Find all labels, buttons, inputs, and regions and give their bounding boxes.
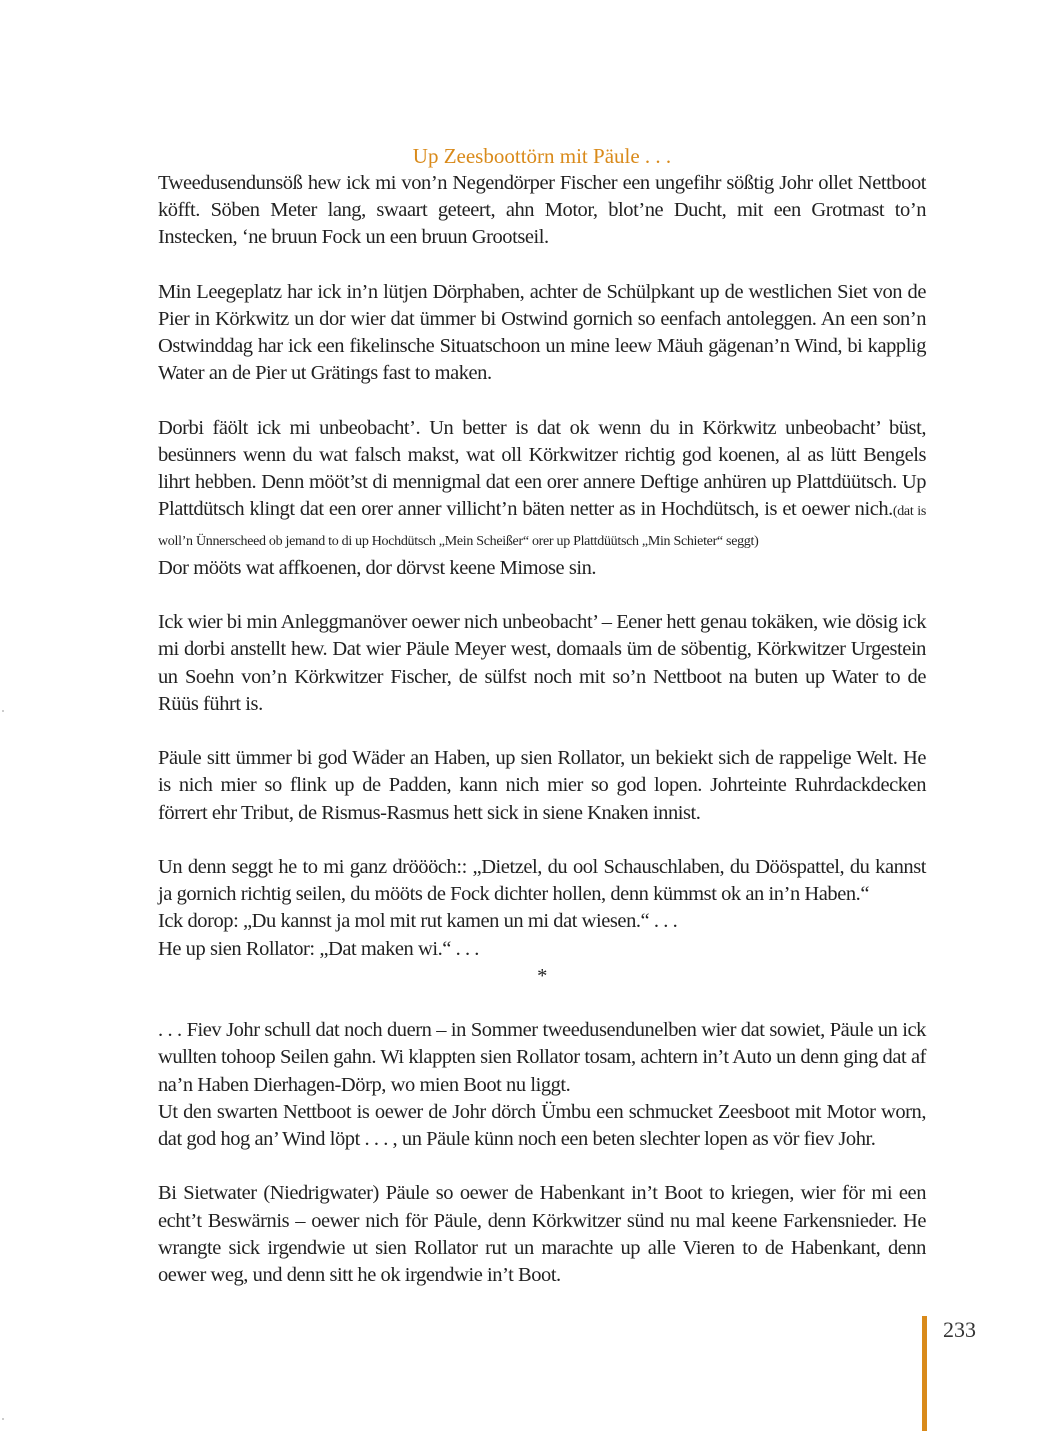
margin-mark (2, 1418, 4, 1420)
paragraph-3-main: Dorbi fäölt ick mi unbeobacht’. Un better is dat ok wenn du in Körkwitz unbeobacht’ büst, besünners wenn du wat falsch makst, wat oll Körkwitzer richtig god koenen, al as lütt Bengels lihrt hebben. Denn mööt’st di mennigmal dat een orer annere Deftige anhüren up Plattdüütsch. Up Plattdütsch klingt dat een orer anner villicht’n bäten netter as in Hochdütsch, is et oewer nich. (158, 416, 926, 521)
paragraph-5: Päule sitt ümmer bi god Wäder an Haben, up sien Rollator, un bekiekt sich de rappelige Welt. He is nich mier so flink up de Padden, kann nich mier so god lopen. Johrteinte Ruhrdackdecken förrert ehr Tribut, de Rismus-Rasmus hett sick in siene Knaken innist. (158, 747, 926, 824)
paragraph-4: Ick wier bi min Anleggmanöver oewer nich unbeobacht’ – Eener hett genau tokäken, wie dösig ick mi dorbi anstellt hew. Dat wier Päule Meyer west, domaals üm de söbentig, Körkwitzer Urgestein un Soehn von’n Körkwitzer Fischer, de sülfst noch mit so’n Nettboot na buten up Water to de Rüüs führt is. (158, 611, 926, 715)
paragraph-6-line-2: Ick dorop: „Du kannst ja mol mit rut kamen un mi dat wiesen.“ . . . (158, 910, 678, 933)
paragraph-1: Tweedusendunsöß hew ick mi von’n Negendörper Fischer een ungefihr sößtig Johr ollet Nettboot köfft. Söben Meter lang, swaart geteert, ahn Motor, blot’ne Ducht, mit een Grotmast to’n Instecken, ‘ne bruun Fock un een bruun Grootseil. (158, 172, 926, 249)
margin-mark (2, 710, 4, 712)
page-number-rule (922, 1316, 927, 1431)
paragraph-9: Bi Sietwater (Niedrigwater) Päule so oewer de Habenkant in’t Boot to kriegen, wier för mi een echt’t Beswärnis – oewer nich för Päule, denn Körkwitzer sünd nu mal keene Farkensnieder. He wrangte sick irgendwie ut sien Rollator rut un marachte up alle Vieren to de Habenkant, denn oewer weg, und denn sitt he ok irgendwie in’t Boot. (158, 1182, 926, 1287)
paragraph-6-line-1: Un denn seggt he to mi ganz dröööch:: „Dietzel, du ool Schauschlaben, du Dööspattel, du kannst ja gornich richtig seilen, du mööts de Fock dichter hollen, denn kümmst ok an in’n Haben.“ (158, 856, 926, 906)
paragraph-3-aside: (dat is woll’n Ünnerscheed ob jemand to di up Hochdütsch „Mein Scheißer“ orer up Plattdüütsch „Min Schieter“ seggt) (158, 504, 926, 549)
chapter-title: Up Zeesboottörn mit Päule . . . (412, 144, 672, 168)
page-number: 233 (943, 1317, 976, 1342)
paragraph-6-line-3: He up sien Rollator: „Dat maken wi.“ . . . (158, 937, 479, 960)
section-separator: * (537, 964, 547, 987)
paragraph-2: Min Leegeplatz har ick in’n lütjen Dörphaben, achter de Schülpkant up de westlichen Siet von de Pier in Körkwitz un dor wier dat ümmer bi Ostwind gornich so eenfach antoleggen. An een son’n Ostwinddag har ick een fikelinsche Situatschoon un mine leew Mäuh gägenan’n Wind, bi kapplig Water an de Pier ut Grätings fast to maken. (158, 280, 926, 385)
body-text (158, 170, 926, 1316)
paragraph-8: Ut den swarten Nettboot is oewer de Johr dörch Ümbu een schmucket Zeesboot mit Motor worn, dat god hog an’ Wind löpt . . . , un Päule künn noch een beten slechter lopen as vör fiev Johr. (158, 1100, 926, 1151)
paragraph-3 (158, 415, 926, 555)
paragraph-3-end: Dor mööts wat affkoenen, dor dörvst keene Mimose sin. (158, 556, 597, 579)
paragraph-7: . . . Fiev Johr schull dat noch duern – in Sommer tweedusendunelben wier dat sowiet, Päule un ick wullten tohoop Seilen gahn. Wi klappten sien Rollator tosam, achtern in’t Auto un denn ging dat af na’n Haben Dierhagen-Dörp, wo mien Boot nu liggt. (158, 1019, 926, 1096)
